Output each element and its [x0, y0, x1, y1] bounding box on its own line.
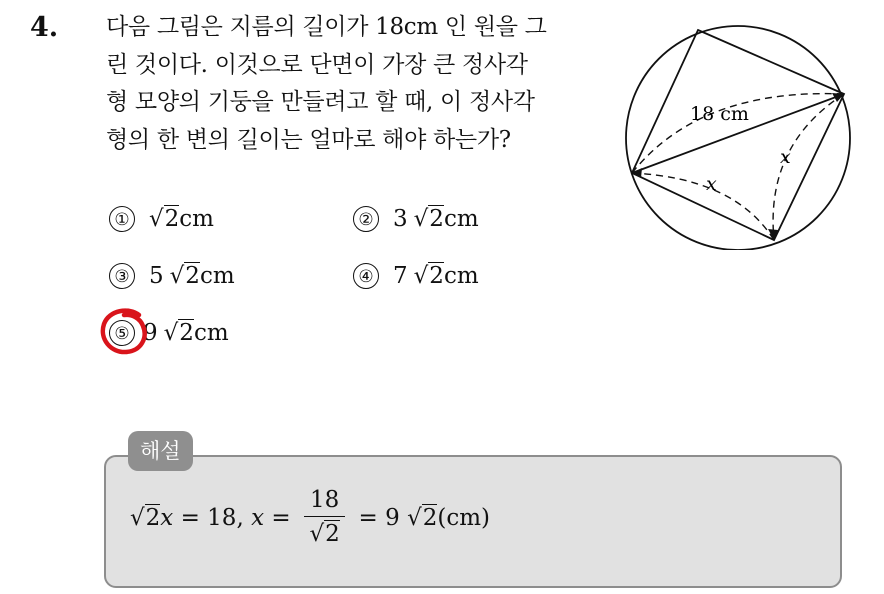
solution-formula — [130, 484, 490, 551]
choice-coefficient: 9 — [143, 319, 158, 346]
choice-radicand: 2 — [429, 206, 444, 232]
question-line: 형의 한 변의 길이는 얼마로 해야 하는가? — [106, 126, 511, 153]
variable-x: x — [251, 504, 265, 531]
choice-number: ⑤ — [109, 320, 135, 346]
result-radicand: 2 — [422, 505, 438, 531]
denominator-radicand: 2 — [325, 521, 340, 547]
cross-section-circle — [626, 26, 850, 250]
equation-part: = 9 — [351, 504, 408, 531]
diameter-label: 18 cm — [690, 103, 749, 125]
solution-tab: 해설 — [128, 431, 193, 471]
question-line: 린 것이다. 이것으로 단면이 가장 큰 정사각 — [106, 51, 528, 78]
question-line: 형 모양의 기둥을 만들려고 할 때, 이 정사각 — [106, 89, 535, 115]
sqrt-symbol: √ — [413, 262, 429, 289]
choice-number: ② — [353, 206, 379, 232]
sqrt-symbol: √ — [149, 205, 164, 232]
choice-radicand: 2 — [429, 263, 444, 289]
sqrt-symbol: √ — [413, 205, 429, 232]
choice-coefficient: 3 — [393, 205, 408, 232]
choice-unit: cm — [193, 319, 229, 346]
choice-number: ④ — [353, 263, 379, 289]
choice-unit: cm — [443, 205, 479, 232]
question-line: 다음 그림은 지름의 길이가 18cm 인 원을 그 — [106, 14, 547, 40]
choice-unit: cm — [179, 205, 214, 232]
sqrt-symbol: √ — [407, 504, 422, 531]
choice-coefficient: 5 — [149, 262, 164, 289]
inscribed-square — [632, 30, 844, 240]
side-label-x: x — [706, 173, 717, 195]
choice-unit: cm — [199, 262, 235, 289]
choice-3[interactable] — [109, 262, 235, 289]
circle-square-figure — [620, 10, 860, 250]
equation-part: = 18, — [173, 504, 252, 531]
fraction-numerator: 18 — [304, 484, 345, 517]
choice-4[interactable] — [353, 262, 479, 289]
choice-radicand: 2 — [179, 320, 194, 346]
question-text — [106, 9, 594, 159]
sqrt-symbol: √ — [130, 504, 145, 531]
lhs-radicand: 2 — [145, 505, 161, 531]
choice-number: ① — [109, 206, 135, 232]
choice-radicand: 2 — [185, 263, 200, 289]
fraction — [304, 484, 345, 551]
equation-part: = — [264, 504, 298, 531]
choice-2[interactable] — [353, 205, 479, 232]
sqrt-symbol: √ — [163, 319, 179, 346]
choice-number: ③ — [109, 263, 135, 289]
sqrt-symbol: √ — [169, 262, 185, 289]
answer-mark-circle — [99, 306, 151, 358]
result-unit: (cm) — [437, 504, 491, 531]
choice-1[interactable] — [109, 205, 214, 232]
variable-x: x — [160, 504, 174, 531]
choice-coefficient: 7 — [393, 262, 408, 289]
side-label-x: x — [780, 146, 791, 168]
choice-unit: cm — [443, 262, 479, 289]
fraction-denominator: √2 — [309, 521, 340, 547]
question-number: 4. — [30, 12, 59, 43]
choice-radicand: 2 — [164, 206, 180, 232]
